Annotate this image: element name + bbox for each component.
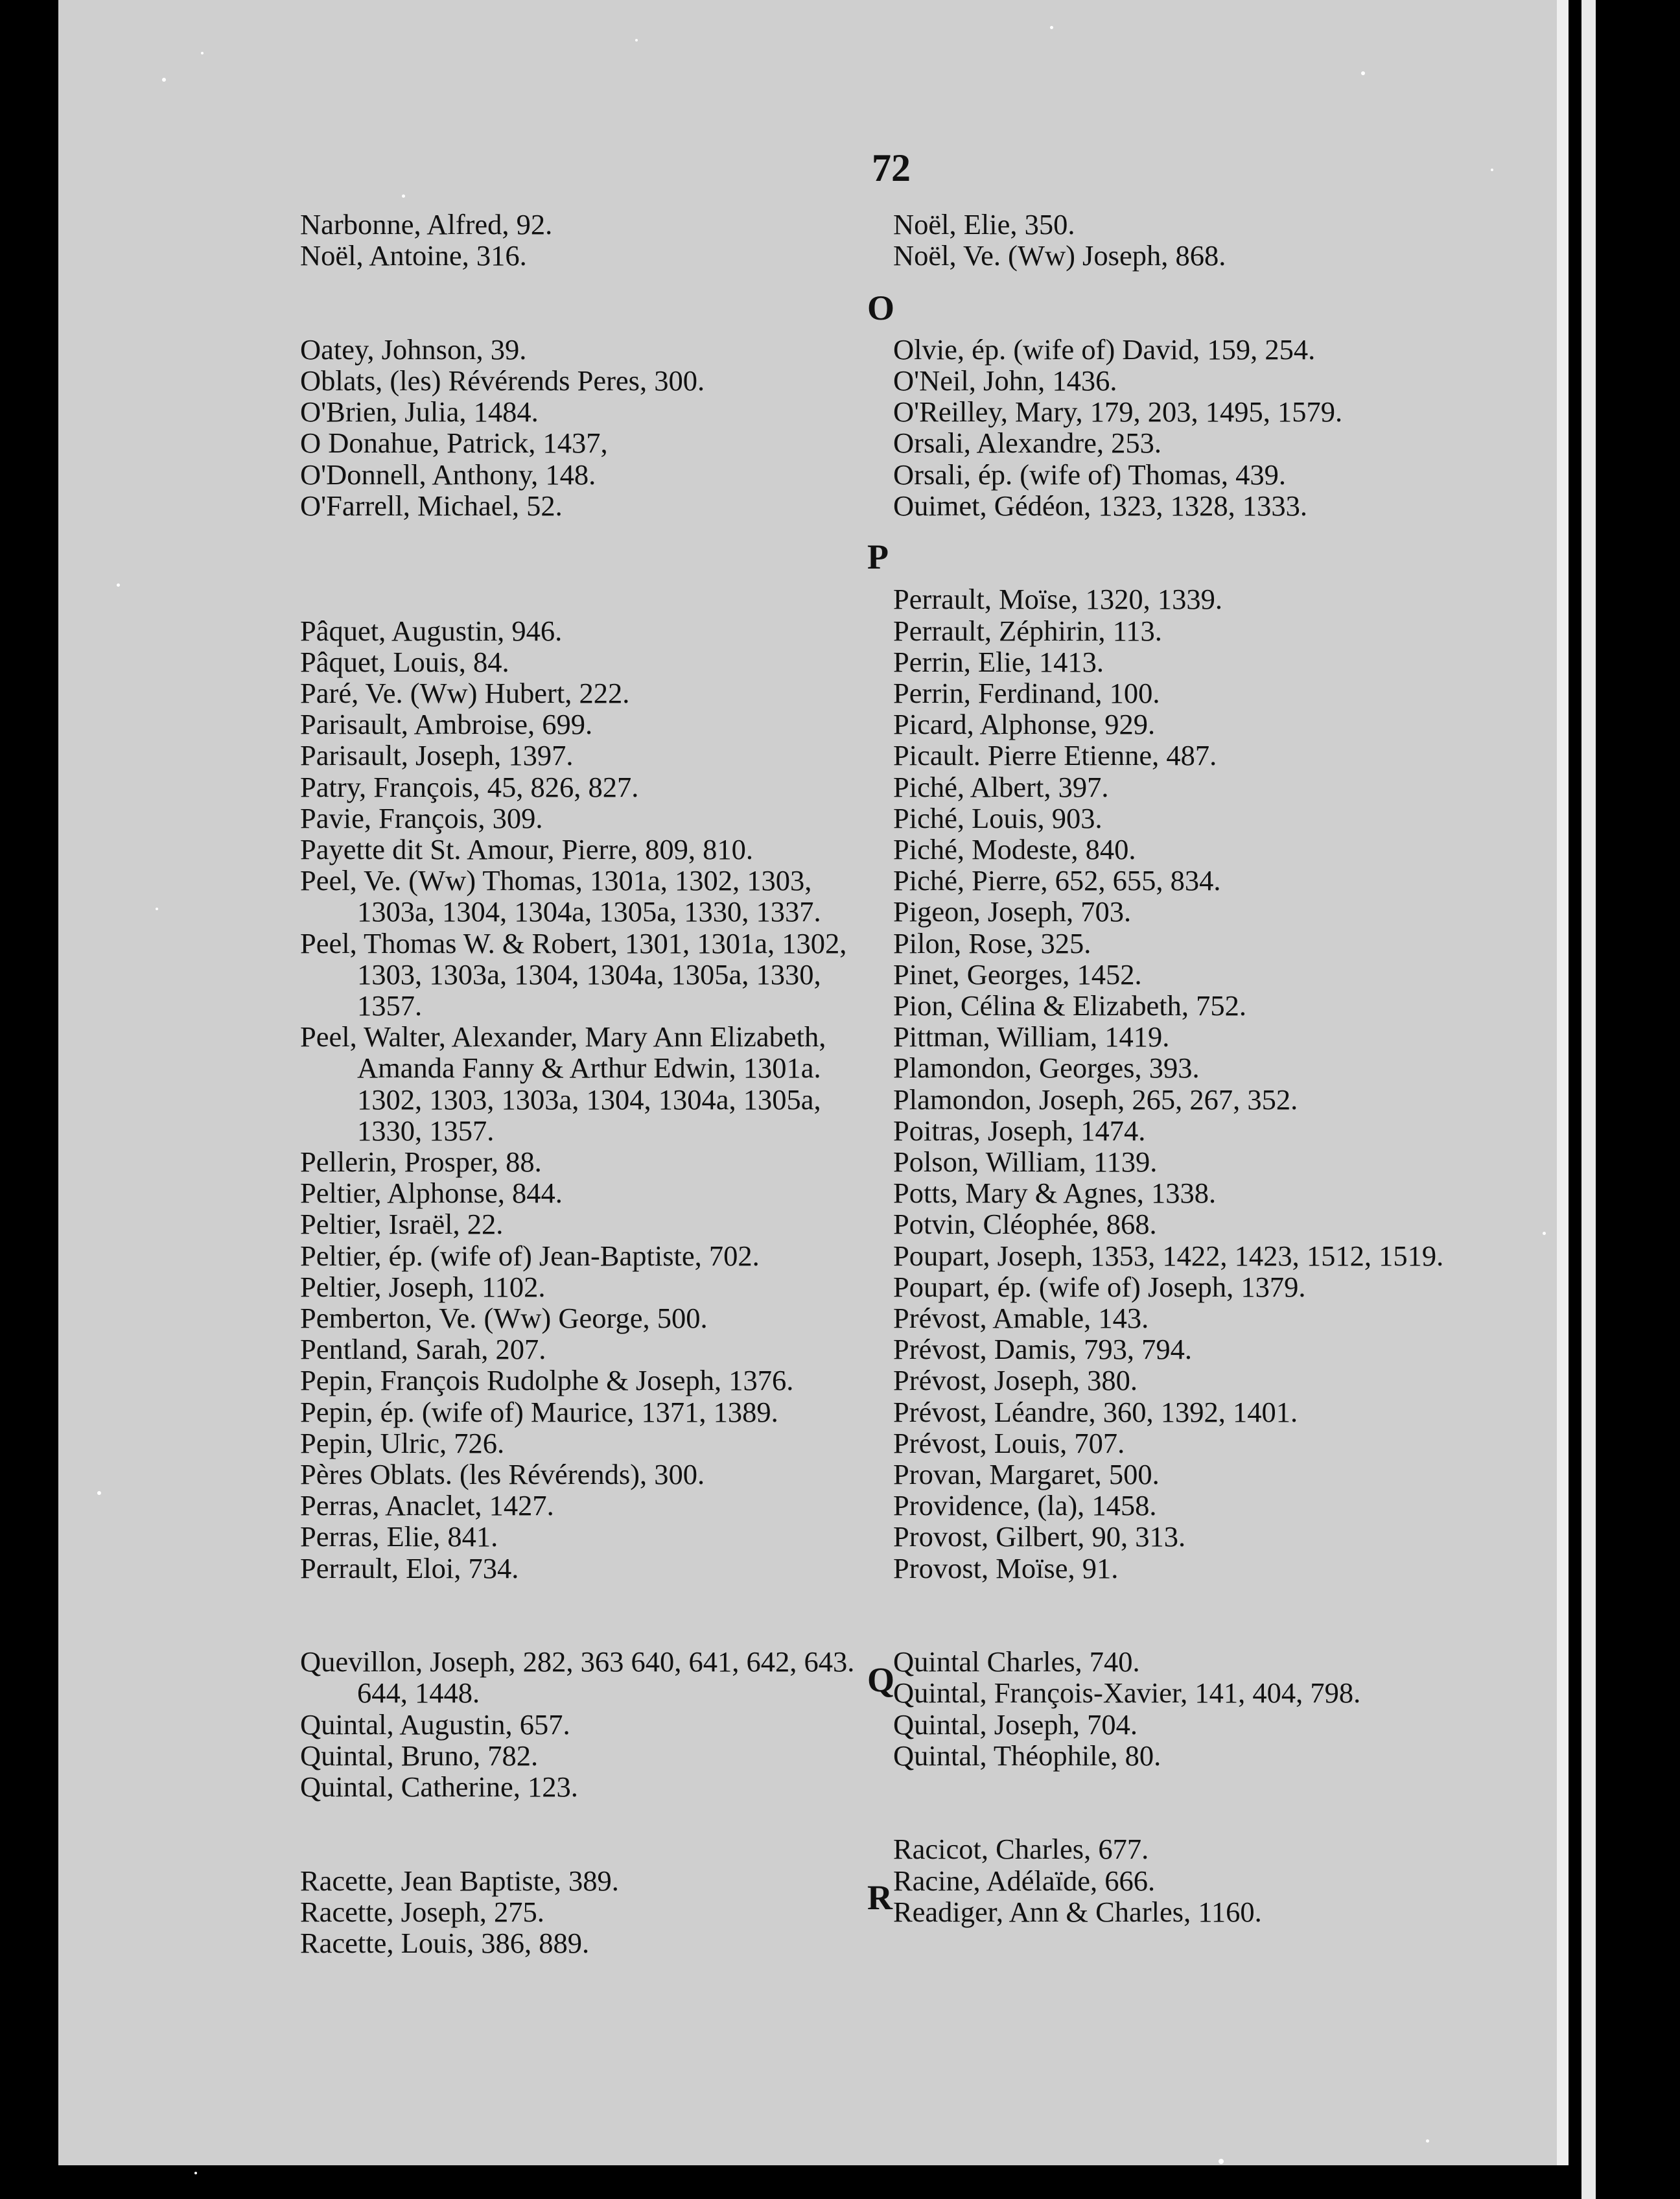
right-index-entry: Olvie, ép. (wife of) David, 159, 254. (893, 333, 1316, 366)
right-index-entry: Readiger, Ann & Charles, 1160. (893, 1895, 1262, 1928)
right-index-entry: Perrin, Ferdinand, 100. (893, 676, 1160, 709)
scan-speck (194, 2172, 197, 2174)
left-index-entry: O'Donnell, Anthony, 148. (300, 458, 596, 491)
section-letter-p: P (867, 537, 889, 576)
left-index-entry: Parisault, Ambroise, 699. (300, 708, 593, 741)
left-index-entry: Pepin, ép. (wife of) Maurice, 1371, 1389. (300, 1395, 778, 1428)
right-index-entry: Poupart, ép. (wife of) Joseph, 1379. (893, 1270, 1306, 1303)
right-index-entry: Pion, Célina & Elizabeth, 752. (893, 989, 1247, 1022)
right-index-entry: Prévost, Léandre, 360, 1392, 1401. (893, 1395, 1298, 1428)
left-index-entry: Pemberton, Ve. (Ww) George, 500. (300, 1302, 708, 1335)
left-index-entry: Quintal, Augustin, 657. (300, 1708, 570, 1741)
scan-speck (1361, 71, 1365, 75)
group-gap (893, 303, 1464, 334)
right-index-entry: Pigeon, Joseph, 703. (893, 895, 1132, 928)
right-index-entry: Provost, Gilbert, 90, 313. (893, 1520, 1186, 1553)
left-index-entry: Quintal, Catherine, 123. (300, 1770, 578, 1804)
left-index-entry: Pentland, Sarah, 207. (300, 1333, 546, 1366)
page-number: 72 (872, 147, 911, 189)
group-gap (893, 1802, 1464, 1833)
right-index-entry: Racicot, Charles, 677. (893, 1833, 1149, 1866)
left-index-column (300, 209, 858, 1958)
right-index-entry: Provost, Moïse, 91. (893, 1551, 1119, 1584)
right-index-entry: Prévost, Damis, 793, 794. (893, 1333, 1193, 1366)
right-index-entry: Plamondon, Georges, 393. (893, 1052, 1200, 1085)
right-index-entry: Picard, Alphonse, 929. (893, 708, 1156, 741)
right-index-entry: Potvin, Cléophée, 868. (893, 1208, 1157, 1241)
right-index-entry: Noël, Elie, 350. (893, 208, 1075, 241)
group-gap (300, 1615, 858, 1646)
left-index-entry: Parisault, Joseph, 1397. (300, 739, 574, 772)
left-index-entry: Perras, Anaclet, 1427. (300, 1489, 554, 1522)
left-index-entry: O Donahue, Patrick, 1437, (300, 427, 608, 460)
right-index-entry: Ouimet, Gédéon, 1323, 1328, 1333. (893, 489, 1307, 522)
right-index-entry: Provan, Margaret, 500. (893, 1458, 1160, 1491)
group-gap (300, 521, 858, 552)
right-index-entry: Potts, Mary & Agnes, 1338. (893, 1177, 1217, 1210)
left-index-entry: Quevillon, Joseph, 282, 363 640, 641, 642, 643. 644, 1448. (300, 1645, 855, 1710)
scan-speck (156, 908, 158, 910)
right-index-entry: Prévost, Amable, 143. (893, 1302, 1149, 1335)
left-index-entry: Pepin, François Rudolphe & Joseph, 1376. (300, 1364, 794, 1397)
right-index-entry: Pittman, William, 1419. (893, 1020, 1170, 1053)
left-index-entry: Racette, Louis, 386, 889. (300, 1927, 590, 1960)
left-index-entry: Pâquet, Augustin, 946. (300, 614, 563, 647)
right-index-entry: Orsali, Alexandre, 253. (893, 427, 1161, 460)
scan-speck (162, 78, 166, 82)
left-index-entry: Peltier, Israël, 22. (300, 1208, 504, 1241)
right-index-entry: Quintal, François-Xavier, 141, 404, 798. (893, 1676, 1361, 1710)
right-index-entry: Perrin, Elie, 1413. (893, 645, 1104, 678)
right-index-entry: Racine, Adélaïde, 666. (893, 1864, 1156, 1897)
right-index-entry: Poitras, Joseph, 1474. (893, 1114, 1146, 1147)
left-index-entry: Oatey, Johnson, 39. (300, 333, 527, 366)
group-gap (300, 552, 858, 583)
right-index-entry: Quintal, Joseph, 704. (893, 1708, 1138, 1741)
right-index-entry: Prévost, Louis, 707. (893, 1426, 1125, 1459)
left-index-entry: Racette, Jean Baptiste, 389. (300, 1864, 619, 1897)
section-letter-o: O (867, 288, 895, 327)
right-index-entry: Quintal, Théophile, 80. (893, 1739, 1161, 1772)
group-gap (300, 1584, 858, 1615)
group-gap (893, 271, 1464, 302)
section-letter-r: R (867, 1878, 892, 1917)
right-index-entry: Piché, Modeste, 840. (893, 833, 1136, 865)
left-index-entry: Perrault, Eloi, 734. (300, 1551, 519, 1584)
scan-speck (402, 194, 405, 198)
left-index-entry: Oblats, (les) Révérends Peres, 300. (300, 364, 705, 397)
right-index-entry: Providence, (la), 1458. (893, 1489, 1157, 1522)
left-index-entry: Pellerin, Prosper, 88. (300, 1146, 542, 1179)
left-index-entry: Perras, Elie, 841. (300, 1520, 498, 1553)
scan-speck (1219, 2159, 1224, 2164)
group-gap (300, 1833, 858, 1864)
left-index-entry: Quintal, Bruno, 782. (300, 1739, 539, 1772)
section-letter-q: Q (867, 1660, 895, 1699)
left-index-entry: Peltier, Joseph, 1102. (300, 1270, 546, 1303)
right-index-entry: Pinet, Georges, 1452. (893, 958, 1142, 991)
left-index-entry: Peltier, ép. (wife of) Jean-Baptiste, 702. (300, 1239, 760, 1272)
right-index-entry: Picault. Pierre Etienne, 487. (893, 739, 1217, 772)
right-index-entry: Orsali, ép. (wife of) Thomas, 439. (893, 458, 1286, 491)
right-index-entry: O'Neil, John, 1436. (893, 364, 1117, 397)
scan-speck (1050, 26, 1053, 29)
scan-speck (1426, 2139, 1429, 2143)
right-index-entry: Perrault, Moïse, 1320, 1339. (893, 583, 1222, 616)
left-index-entry: Narbonne, Alfred, 92. (300, 208, 553, 241)
left-index-entry: Racette, Joseph, 275. (300, 1895, 544, 1928)
left-index-entry: Pères Oblats. (les Révérends), 300. (300, 1458, 705, 1491)
right-index-entry: Pilon, Rose, 325. (893, 926, 1091, 959)
left-index-entry: Pepin, Ulric, 726. (300, 1426, 505, 1459)
group-gap (893, 1584, 1464, 1615)
left-index-entry: Paré, Ve. (Ww) Hubert, 222. (300, 676, 630, 709)
group-gap (893, 521, 1464, 552)
scan-speck (117, 583, 120, 587)
scan-speck (97, 1491, 101, 1495)
left-index-entry: Pâquet, Louis, 84. (300, 645, 509, 678)
left-index-entry: Payette dit St. Amour, Pierre, 809, 810. (300, 832, 754, 865)
right-index-entry: Piché, Pierre, 652, 655, 834. (893, 864, 1221, 897)
right-index-entry: Poupart, Joseph, 1353, 1422, 1423, 1512, 1519. (893, 1239, 1444, 1272)
right-index-entry: Perrault, Zéphirin, 113. (893, 614, 1162, 647)
left-index-entry: Peltier, Alphonse, 844. (300, 1177, 563, 1210)
right-index-entry: Piché, Louis, 903. (893, 801, 1102, 834)
right-index-entry: Quintal Charles, 740. (893, 1645, 1140, 1678)
scan-speck (1543, 1232, 1546, 1235)
right-index-entry: Plamondon, Joseph, 265, 267, 352. (893, 1083, 1298, 1116)
right-index-entry: Prévost, Joseph, 380. (893, 1364, 1138, 1397)
group-gap (300, 271, 858, 302)
left-index-entry: O'Farrell, Michael, 52. (300, 489, 563, 522)
group-gap (300, 303, 858, 334)
page-edge (1581, 0, 1596, 2199)
left-index-entry: O'Brien, Julia, 1484. (300, 395, 539, 429)
left-index-entry: Pavie, François, 309. (300, 801, 543, 834)
right-index-entry: Noël, Ve. (Ww) Joseph, 868. (893, 239, 1226, 272)
right-index-entry: Polson, William, 1139. (893, 1146, 1158, 1179)
left-index-entry: Peel, Walter, Alexander, Mary Ann Elizabeth, Amanda Fanny & Arthur Edwin, 1301a. 1302, 1303, 1303a, 1304, 1304a, 1305a, 1330, 1357. (300, 1020, 826, 1147)
group-gap (893, 1615, 1464, 1646)
group-gap (893, 552, 1464, 583)
left-index-entry: Peel, Thomas W. & Robert, 1301, 1301a, 1302, 1303, 1303a, 1304, 1304a, 1305a, 1330, 1357. (300, 926, 847, 1022)
left-index-entry: Peel, Ve. (Ww) Thomas, 1301a, 1302, 1303, 1303a, 1304, 1304a, 1305a, 1330, 1337. (300, 864, 821, 928)
group-gap (300, 583, 858, 615)
right-index-column (893, 209, 1464, 1927)
right-index-entry: O'Reilley, Mary, 179, 203, 1495, 1579. (893, 395, 1343, 429)
scan-speck (201, 52, 204, 54)
scan-speck (635, 39, 638, 41)
left-index-entry: Patry, François, 45, 826, 827. (300, 770, 639, 803)
scan-speck (1491, 169, 1493, 171)
group-gap (893, 1771, 1464, 1802)
right-index-entry: Piché, Albert, 397. (893, 770, 1109, 803)
left-index-entry: Noël, Antoine, 316. (300, 239, 527, 272)
group-gap (300, 1802, 858, 1833)
